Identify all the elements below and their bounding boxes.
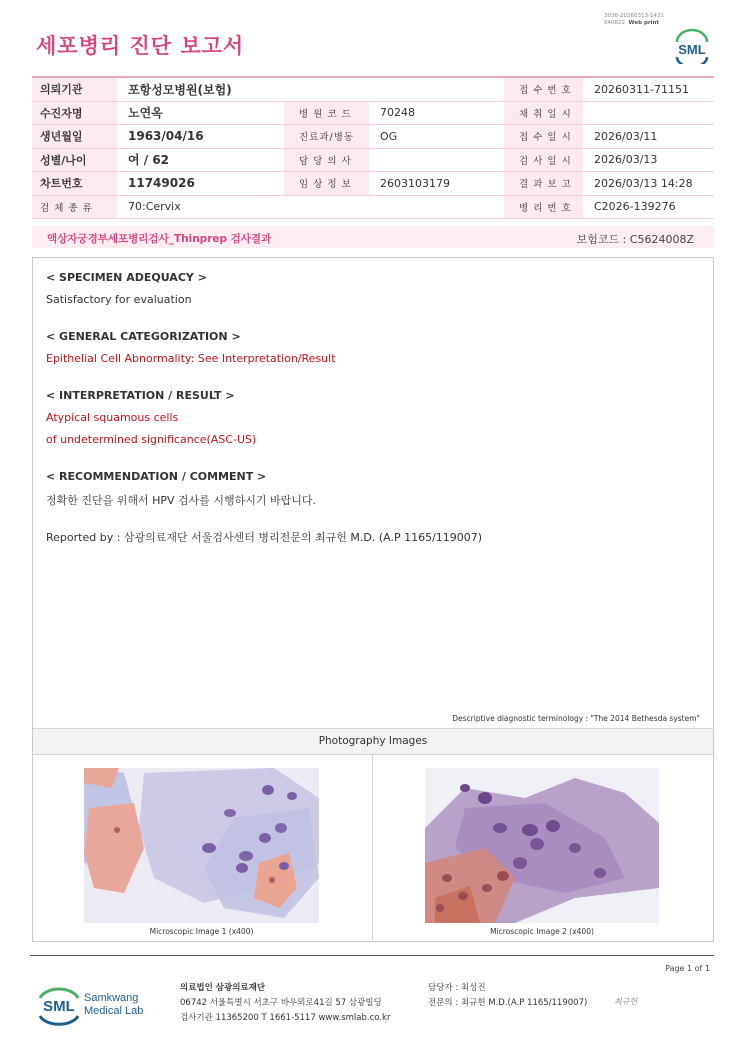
info-label: 담 당 의 사 (284, 148, 369, 172)
specialist: 전문의 : 최규헌 M.D.(A.P 1165/119007) (428, 998, 588, 1008)
info-label: 결 과 보 고 (504, 172, 583, 196)
info-value: C2026-139276 (583, 195, 714, 219)
microscopic-image-2 (425, 768, 659, 923)
info-label: 검 사 일 시 (504, 148, 583, 172)
info-value: OG (369, 125, 504, 149)
page-title: 세포병리 진단 보고서 (36, 34, 245, 58)
info-value: 70:Cervix (117, 195, 504, 219)
interpretation-line-1: Atypical squamous cells (46, 411, 179, 424)
category-heading: < GENERAL CATEGORIZATION > (46, 330, 241, 343)
info-value: 20260311-71151 (583, 77, 714, 101)
print-code: 3036-20260313-1431 040822 Web print (604, 13, 664, 26)
category-text: Epithelial Cell Abnormality: See Interpretation/Result (46, 352, 336, 365)
recommendation-text: 정확한 진단을 위해서 HPV 검사를 시행하시기 바랍니다. (46, 494, 317, 507)
info-row (32, 148, 714, 172)
adequacy-text: Satisfactory for evaluation (46, 293, 192, 306)
image-caption-2: Microscopic Image 2 (x400) (490, 927, 594, 936)
footer-divider (30, 955, 714, 956)
info-value: 2026/03/13 14:28 (583, 172, 714, 196)
patient-info-table (32, 76, 714, 219)
info-value: 포항성모병원(보험) (117, 77, 504, 101)
info-label: 진료과/병동 (284, 125, 369, 149)
samkwang-logo-icon (38, 980, 158, 1030)
info-label: 임 상 정 보 (284, 172, 369, 196)
svg-text:SML: SML (43, 998, 75, 1015)
person-in-charge: 담당자 : 최성진 (428, 983, 486, 993)
interpretation-heading: < INTERPRETATION / RESULT > (46, 389, 235, 402)
info-label: 생년월일 (32, 125, 117, 149)
info-row (32, 101, 714, 125)
info-label: 병 리 번 호 (504, 195, 583, 219)
svg-text:Samkwang: Samkwang (84, 992, 139, 1004)
svg-text:SML: SML (678, 42, 706, 57)
adequacy-heading: < SPECIMEN ADEQUACY > (46, 271, 207, 284)
photo-divider (372, 754, 373, 940)
org-address: 06742 서울특별시 서초구 바우뫼로41길 57 삼광빌딩 (180, 998, 382, 1008)
info-value: 2026/03/11 (583, 125, 714, 149)
insurance-code: 보험코드 : C5624008Z (576, 233, 694, 246)
info-label: 차트번호 (32, 172, 117, 196)
info-value: 11749026 (117, 172, 284, 196)
info-value: 70248 (369, 101, 504, 125)
org-name: 의료법인 삼광의료재단 (180, 983, 266, 993)
info-value (369, 148, 504, 172)
info-row (32, 77, 714, 101)
reported-by: Reported by : 삼광의료재단 서울검사센터 병리전문의 최규헌 M.D. (A.P 1165/119007) (46, 531, 483, 544)
image-caption-1: Microscopic Image 1 (x400) (149, 927, 254, 936)
info-row (32, 172, 714, 196)
page-number: Page 1 of 1 (665, 964, 710, 973)
signature: 최규헌 (614, 997, 638, 1006)
recommendation-heading: < RECOMMENDATION / COMMENT > (46, 470, 267, 483)
info-value: 1963/04/16 (117, 125, 284, 149)
info-value: 노연옥 (117, 101, 284, 125)
info-value (583, 101, 714, 125)
info-value: 여 / 62 (117, 148, 284, 172)
info-label: 검 체 종 류 (32, 195, 117, 219)
info-label: 의뢰기관 (32, 77, 117, 101)
microscopic-image-1 (84, 768, 319, 923)
info-label: 접 수 번 호 (504, 77, 583, 101)
info-label: 수진자명 (32, 101, 117, 125)
org-contact: 검사기관 11365200 T 1661-5117 www.smlab.co.kr (180, 1013, 391, 1023)
interpretation-line-2: of undetermined significance(ASC-US) (46, 433, 257, 446)
info-value: 2026/03/13 (583, 148, 714, 172)
info-row (32, 125, 714, 149)
info-value: 2603103179 (369, 172, 504, 196)
exam-name: 액상자궁경부세포병리검사_Thinprep 검사결과 (47, 233, 272, 245)
info-label: 성별/나이 (32, 148, 117, 172)
info-label: 채 취 일 시 (504, 101, 583, 125)
info-label: 병 원 코 드 (284, 101, 369, 125)
svg-text:Medical Lab: Medical Lab (84, 1005, 144, 1017)
info-row (32, 195, 714, 219)
info-label: 접 수 일 시 (504, 125, 583, 149)
photo-section-title: Photography Images (318, 735, 428, 747)
terminology-note: Descriptive diagnostic terminology : "The 2014 Bethesda system" (452, 714, 700, 723)
sml-logo-icon (672, 28, 712, 64)
